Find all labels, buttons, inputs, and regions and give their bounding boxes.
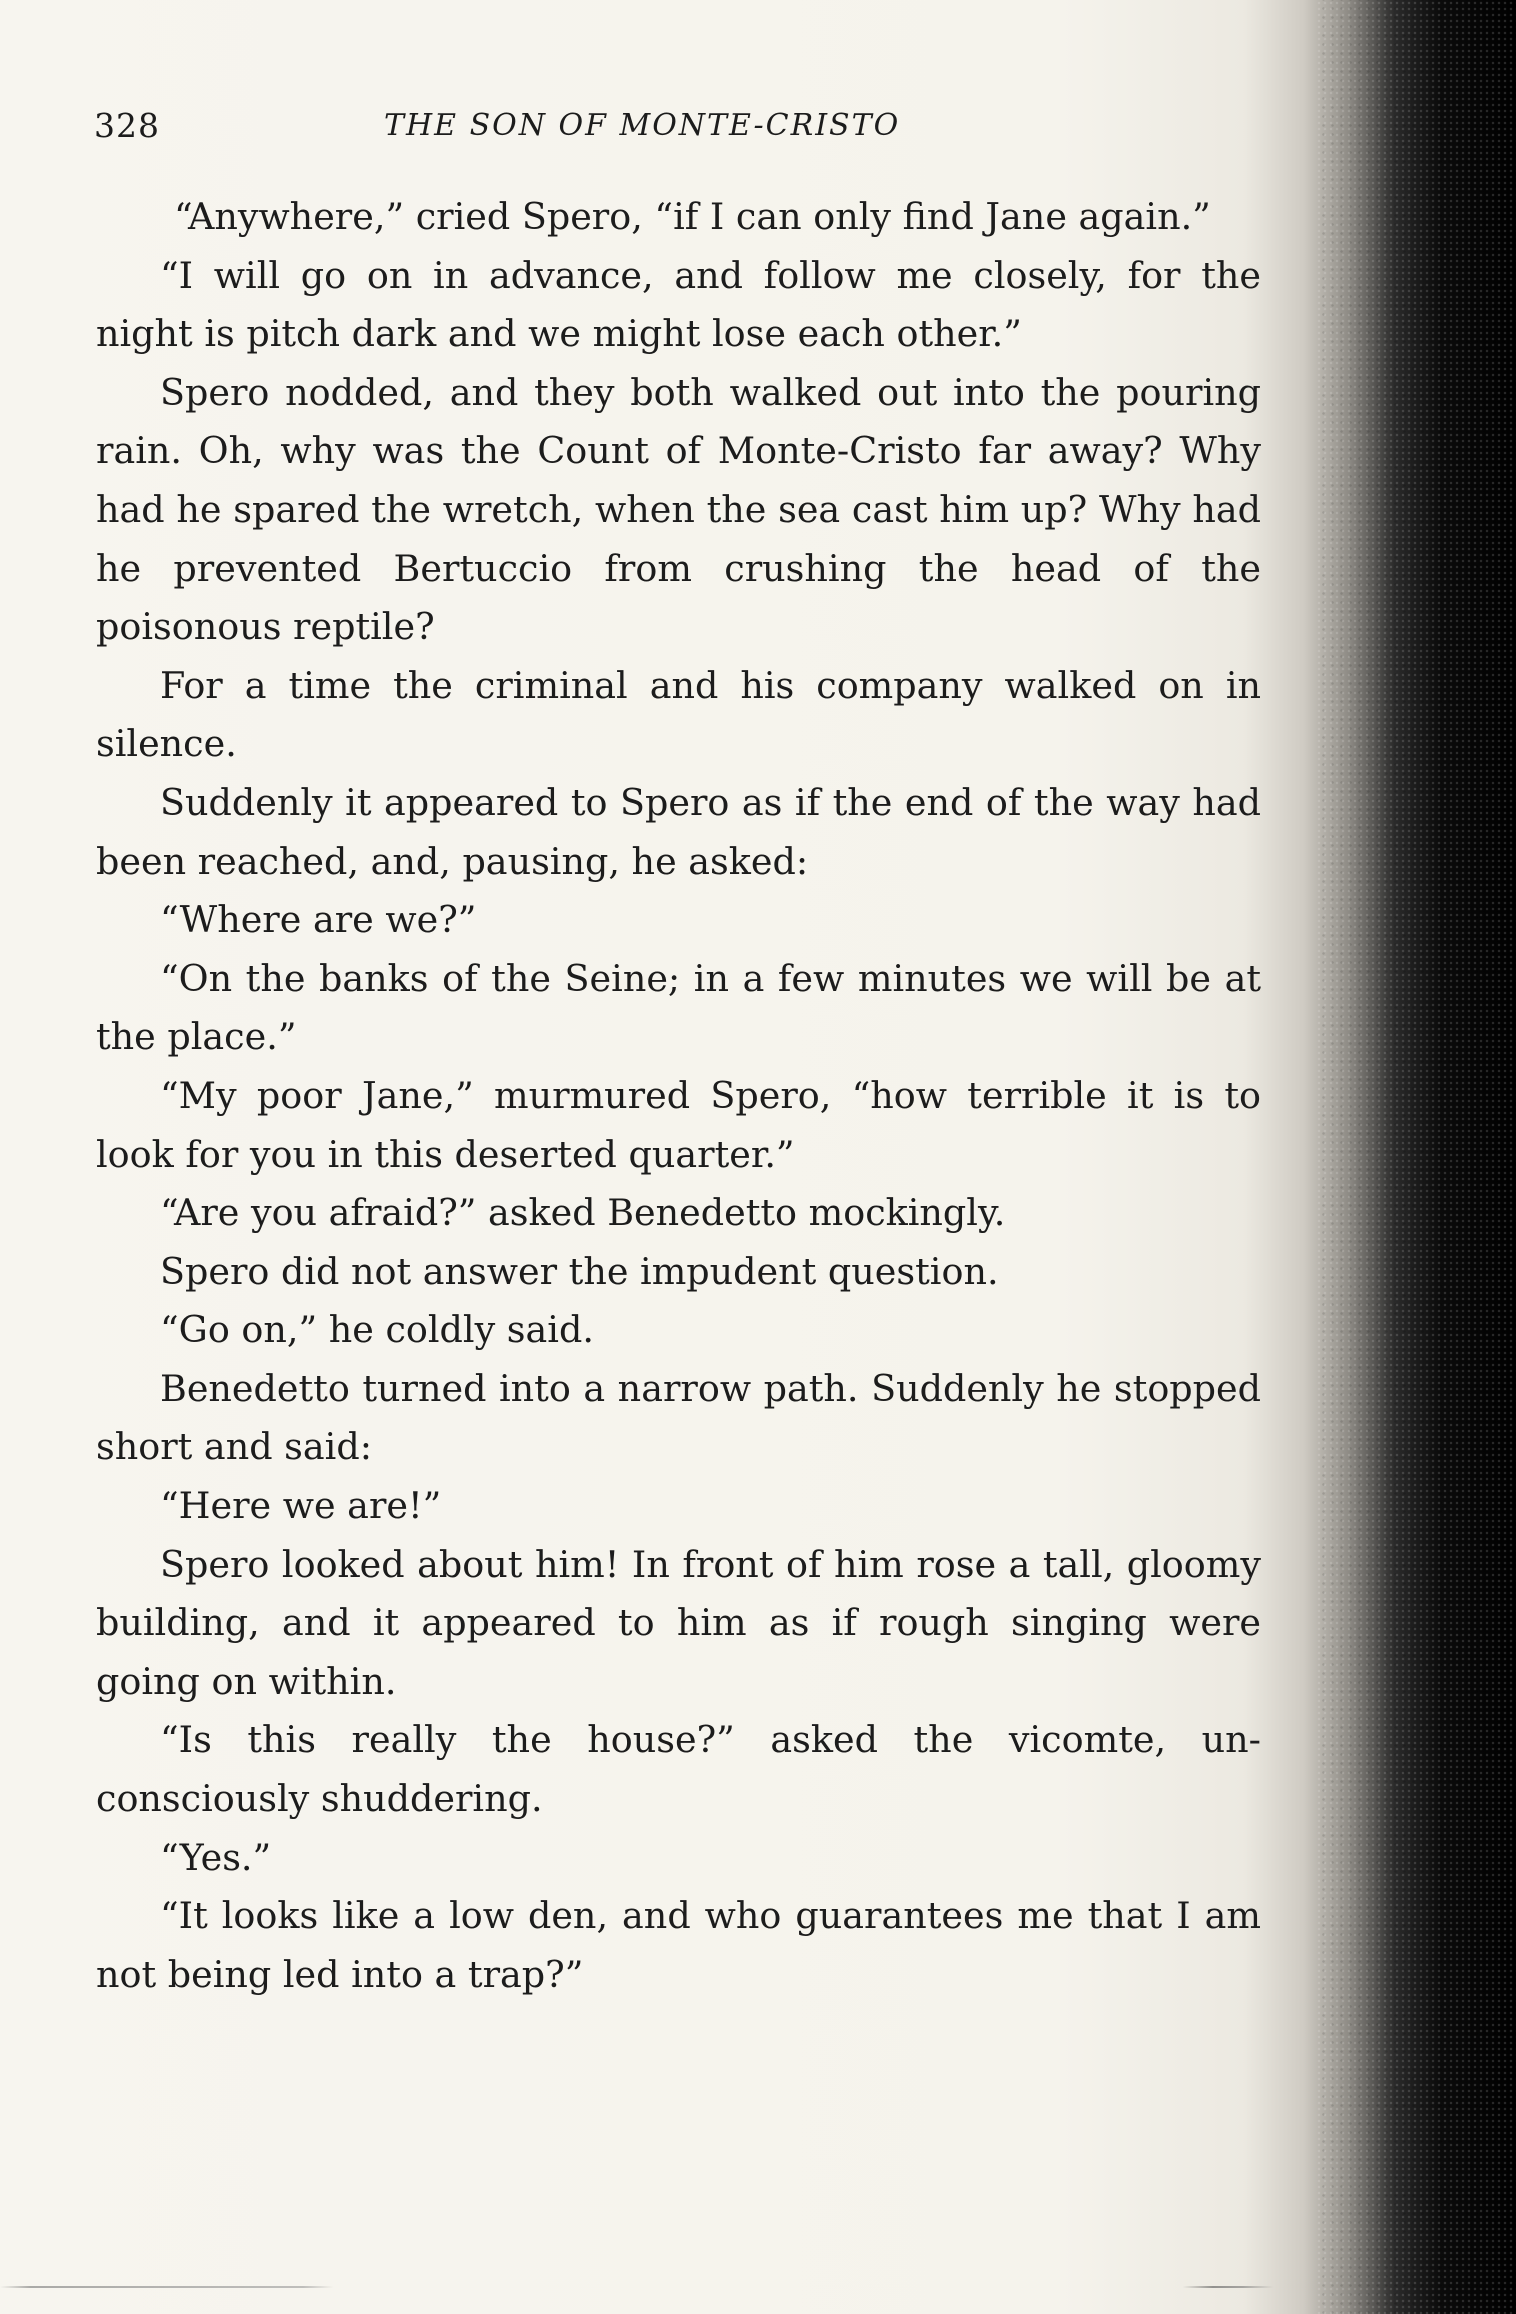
paragraph: “It looks like a low den, and who guarantees me that I am not being led into a trap?” bbox=[96, 1894, 1261, 1996]
paragraph: “Here we are!” bbox=[160, 1484, 442, 1528]
paragraph: Benedetto turned into a narrow path. Suddenly he stopped short and said: bbox=[96, 1366, 1261, 1469]
page-bottom-edge bbox=[0, 2286, 1516, 2288]
running-title: THE SON OF MONTE-CRISTO bbox=[384, 108, 901, 143]
paragraph: “Go on,” he coldly said. bbox=[160, 1308, 594, 1352]
paragraph: For a time the criminal and his company walked on in silence. bbox=[96, 663, 1261, 766]
paragraph: “Are you afraid?” asked Benedetto mockingly. bbox=[160, 1191, 1006, 1235]
page-gutter-shadow bbox=[1316, 0, 1516, 2314]
paragraph: Suddenly it appeared to Spero as if the end of the way had been reached, and, pausing, he asked: bbox=[96, 780, 1261, 883]
page-number: 328 bbox=[94, 106, 160, 145]
body-text bbox=[96, 188, 1261, 2004]
paragraph: “On the banks of the Seine; in a few minutes we will be at the place.” bbox=[96, 956, 1261, 1059]
paragraph: Spero did not answer the impudent question. bbox=[160, 1249, 999, 1293]
paragraph: “Anywhere,” cried Spero, “if I can only find Jane again.” bbox=[174, 195, 1211, 238]
paragraph: Spero nodded, and they both walked out into the pouring rain. Oh, why was the Count of Monte-Cristo far away? Why had he spared the wretch, when the sea cast him up? Why had he prevented Bertuccio from crushing the head of the poisonous reptile? bbox=[96, 370, 1261, 649]
page-header bbox=[94, 106, 1264, 166]
paragraph: “I will go on in advance, and follow me closely, for the night is pitch dark and we might lose each other.” bbox=[96, 253, 1261, 356]
paragraph: “Is this really the house?” asked the vicomte, unconsciously shuddering. bbox=[96, 1718, 1261, 1821]
paragraph: “My poor Jane,” murmured Spero, “how terrible it is to look for you in this deserted quarter.” bbox=[96, 1073, 1261, 1176]
paragraph: “Yes.” bbox=[160, 1835, 272, 1879]
paragraph: Spero looked about him! In front of him rose a tall, gloomy building, and it appeared to him as if rough singing were going on within. bbox=[96, 1542, 1261, 1703]
paragraph: “Where are we?” bbox=[160, 898, 477, 942]
